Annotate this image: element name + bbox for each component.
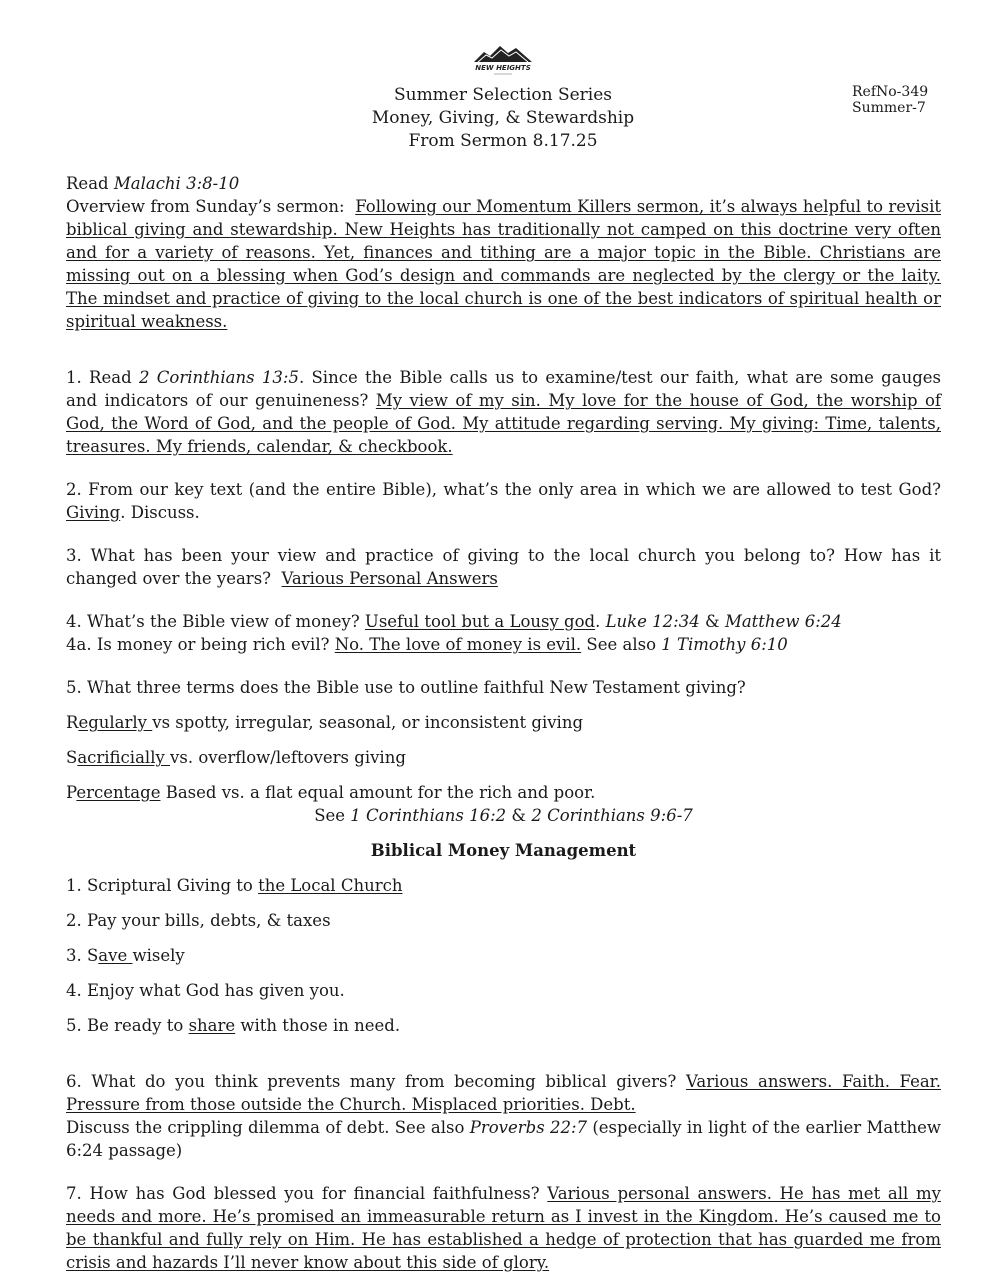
q7-answer: Various personal answers. He has met all my needs and more. He’s promised an immeasurable return as I invest in the Kingdom. He’s caused me to be thankful and fully rely on Him. He has established a hedge of protection that has guarded me from crisis and hazards I’ll never know about this side of glory.: [66, 1184, 941, 1272]
q5-see-also: [66, 804, 941, 827]
read-reference: Malachi 3:8-10: [113, 174, 240, 193]
q4a-text: 4a. Is money or being rich evil?: [66, 635, 335, 654]
term-initial: R: [66, 713, 79, 732]
q1-prefix: 1. Read: [66, 368, 139, 387]
management-item: [66, 1014, 941, 1037]
q4-amp: &: [699, 612, 725, 631]
q1-reference: 2 Corinthians 13:5: [138, 368, 299, 387]
see-ref2: 2 Corinthians 9:6-7: [531, 806, 693, 825]
question-7: [66, 1182, 941, 1274]
overview-text: Following our Momentum Killers sermon, it’s always helpful to revisit biblical giving and stewardship. New Heights has traditionally not camped on this doctrine very often and for a variety of reasons. Yet, finances and tithing are a major topic in the Bible. Christians are missing out on a blessing when God’s design and commands are neglected by the clergy or the laity. The mindset and practice of giving to the local church is one of the best indicators of spiritual health or spiritual weakness.: [66, 197, 941, 331]
q4a-reference: 1 Timothy 6:10: [661, 635, 788, 654]
term-answer: egularly: [78, 713, 153, 732]
logo-text: NEW HEIGHTS: [475, 64, 531, 72]
q1-text: . Since the Bible calls us to examine/test our faith, what are some gauges and indicators of our genuineness?: [66, 368, 941, 410]
reference-block: [852, 84, 928, 116]
management-item: [66, 979, 941, 1002]
item-answer: the Local Church: [258, 876, 403, 895]
term-answer: acrificially: [77, 748, 171, 767]
q4-sep: .: [595, 612, 606, 631]
item-text: 3. S: [66, 946, 99, 965]
question-4: [66, 610, 941, 633]
q3-answer: Various Personal Answers: [281, 569, 498, 588]
q4-ref1: Luke 12:34: [605, 612, 700, 631]
q7-text: 7. How has God blessed you for financial faithfulness?: [66, 1184, 548, 1203]
item-text: 5. Be ready to: [66, 1016, 189, 1035]
document-body: [66, 172, 947, 1274]
question-3: [66, 544, 947, 590]
document-header: [300, 84, 706, 153]
item-text: 1. Scriptural Giving to: [66, 876, 259, 895]
term-initial: P: [66, 783, 77, 802]
q2-text: 2. From our key text (and the entire Bible), what’s the only area in which we are allowed to test God?: [66, 480, 941, 499]
q6-discuss-after: (especially in light of the earlier Matthew 6:24 passage): [66, 1118, 941, 1160]
term-description: vs spotty, irregular, seasonal, or inconsistent giving: [152, 713, 584, 732]
q4a-answer: No. The love of money is evil.: [334, 635, 582, 654]
sermon-date: From Sermon 8.17.25: [408, 131, 598, 151]
series-title: Summer Selection Series: [393, 85, 613, 105]
term-percentage: [66, 781, 941, 804]
q4-answer: Useful tool but a Lousy god: [364, 612, 596, 631]
ref-series-code: Summer-7: [852, 100, 926, 116]
q4a-after: See also: [581, 635, 662, 654]
ref-number: RefNo-349: [852, 84, 929, 100]
term-initial: S: [66, 748, 78, 767]
q2-answer: Giving: [66, 503, 121, 522]
q6-text: 6. What do you think prevents many from becoming biblical givers?: [66, 1072, 686, 1091]
term-sacrificially: [66, 746, 941, 769]
overview-paragraph: [66, 195, 941, 333]
q3-text: 3. What has been your view and practice of giving to the local church you belong to? How has it changed over the years?: [66, 546, 947, 588]
item-answer: ave: [98, 946, 133, 965]
item-after: with those in need.: [235, 1016, 401, 1035]
question-6-discuss: [66, 1116, 941, 1162]
management-item: [66, 874, 941, 897]
q1-answer: My view of my sin. My love for the house of God, the worship of God, the Word of God, and the people of God. My attitude regarding serving. My giving: Time, talents, treasures. My friends, calendar, & checkbook.: [66, 391, 941, 456]
q6-answer: Various answers. Faith. Fear. Pressure from those outside the Church. Misplaced priorities. Debt.: [66, 1072, 941, 1114]
q4-ref2: Matthew 6:24: [724, 612, 842, 631]
see-label: See: [314, 806, 351, 825]
question-1: [66, 366, 941, 458]
management-heading: Biblical Money Management: [370, 841, 637, 860]
topic-title: Money, Giving, & Stewardship: [371, 108, 635, 128]
new-heights-logo: [470, 44, 536, 76]
question-6: [66, 1070, 941, 1116]
management-item: [66, 909, 941, 932]
term-description: Based vs. a flat equal amount for the rich and poor.: [160, 783, 596, 802]
item-text: 2. Pay your bills, debts, & taxes: [66, 911, 331, 930]
q6-discuss-text: Discuss the crippling dilemma of debt. See also: [66, 1118, 470, 1137]
read-line: [66, 172, 941, 195]
read-label: Read: [66, 174, 114, 193]
term-description: vs. overflow/leftovers giving: [170, 748, 406, 767]
q2-after: . Discuss.: [120, 503, 200, 522]
question-2: [66, 478, 941, 524]
management-item: [66, 944, 941, 967]
see-amp: &: [506, 806, 532, 825]
question-4a: [66, 633, 941, 656]
item-answer: share: [188, 1016, 236, 1035]
question-5: 5. What three terms does the Bible use to outline faithful New Testament giving?: [66, 678, 746, 697]
q4-text: 4. What’s the Bible view of money?: [66, 612, 365, 631]
q6-discuss-ref: Proverbs 22:7: [469, 1118, 588, 1137]
item-text: 4. Enjoy what God has given you.: [66, 981, 345, 1000]
term-answer: ercentage: [76, 783, 161, 802]
overview-label: Overview from Sunday’s sermon:: [66, 197, 356, 216]
item-after: wisely: [132, 946, 185, 965]
mountain-logo-icon: [470, 44, 536, 76]
term-regularly: [66, 711, 941, 734]
see-ref1: 1 Corinthians 16:2: [350, 806, 507, 825]
